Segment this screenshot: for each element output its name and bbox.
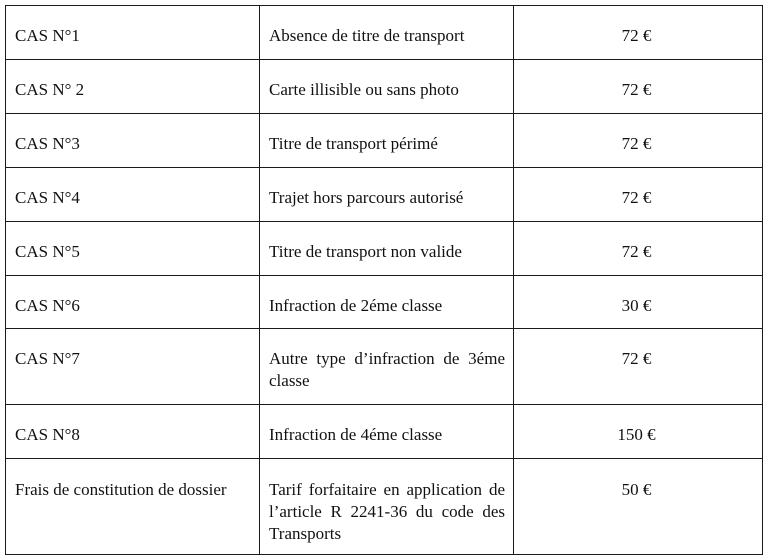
fine-amount: 72 € <box>621 80 652 99</box>
case-description: Trajet hors parcours autorisé <box>269 188 464 207</box>
case-description: Titre de transport non valide <box>269 242 462 261</box>
table-row <box>6 60 763 114</box>
case-description: Infraction de 2éme classe <box>269 296 443 315</box>
case-label: CAS N°1 <box>15 26 80 45</box>
table-row <box>6 168 763 222</box>
case-description: Autre type d’infraction de 3éme classe <box>269 349 505 390</box>
table-row <box>6 329 763 405</box>
fine-amount: 72 € <box>621 134 652 153</box>
fine-amount: 72 € <box>621 242 652 261</box>
case-description: Carte illisible ou sans photo <box>269 80 459 99</box>
case-label: CAS N°3 <box>15 134 80 153</box>
table-row <box>6 222 763 276</box>
case-label: CAS N°4 <box>15 188 80 207</box>
table-row <box>6 114 763 168</box>
case-label: CAS N°5 <box>15 242 80 261</box>
fine-amount: 72 € <box>621 188 652 207</box>
case-label: Frais de constitution de dossier <box>15 480 227 499</box>
fine-amount: 30 € <box>621 296 652 315</box>
table-row <box>6 459 763 555</box>
fine-amount: 72 € <box>621 349 652 368</box>
fine-amount: 50 € <box>621 480 652 499</box>
case-label: CAS N°6 <box>15 296 80 315</box>
table-row <box>6 405 763 459</box>
case-description: Infraction de 4éme classe <box>269 425 443 444</box>
case-label: CAS N°8 <box>15 425 80 444</box>
case-description: Absence de titre de transport <box>269 26 465 45</box>
table-row <box>6 6 763 60</box>
fares-table <box>5 5 763 555</box>
fine-amount: 72 € <box>621 26 652 45</box>
case-description: Titre de transport périmé <box>269 134 438 153</box>
case-label: CAS N°7 <box>15 349 80 368</box>
case-label: CAS N° 2 <box>15 80 85 99</box>
table-row <box>6 276 763 329</box>
fine-amount: 150 € <box>617 425 656 444</box>
case-description: Tarif forfaitaire en application de l’article R 2241-36 du code des Transports <box>269 480 505 543</box>
